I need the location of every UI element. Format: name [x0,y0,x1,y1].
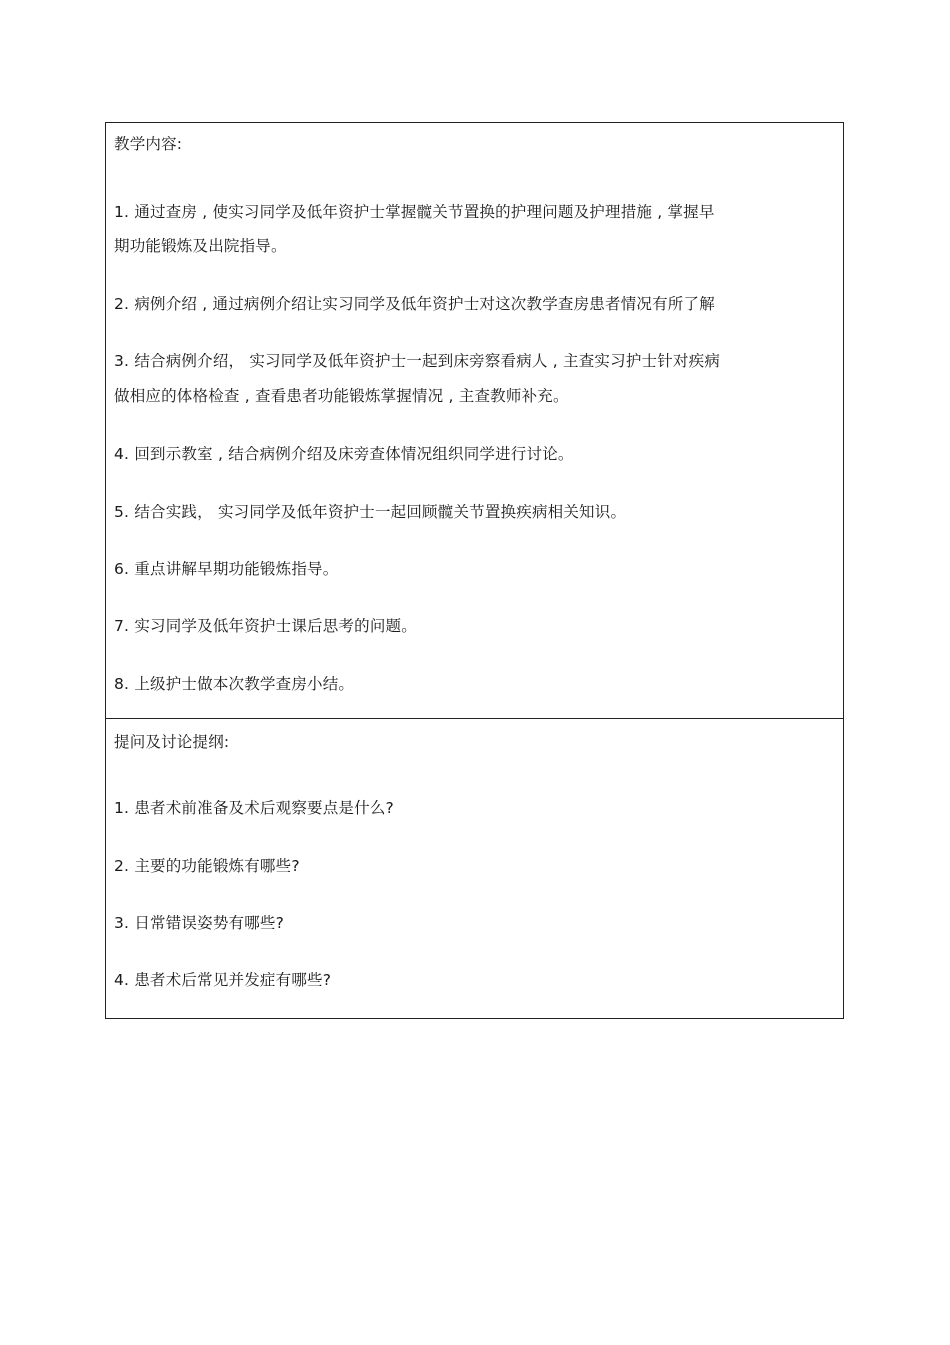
teaching-item-6: 6. 重点讲解早期功能锻炼指导。 [114,560,339,578]
question-item-3: 3. 日常错误姿势有哪些? [114,914,285,932]
discussion-outline-section [106,719,843,1018]
teaching-content-section [106,123,843,719]
question-item-1: 1. 患者术前准备及术后观察要点是什么? [114,799,394,817]
teaching-item-2: 2. 病例介绍 , 通过病例介绍让实习同学及低年资护士对这次教学查房患者情况有所了解 [114,295,715,313]
teaching-item-5: 5. 结合实践， 实习同学及低年资护士一起回顾髋关节置换疾病相关知识。 [114,503,627,521]
teaching-item-7: 7. 实习同学及低年资护士课后思考的问题。 [114,617,417,635]
teaching-rounds-table [105,122,844,1019]
discussion-outline-heading: 提问及讨论提纲: [114,733,230,751]
question-item-2: 2. 主要的功能锻炼有哪些? [114,857,300,875]
teaching-item-8: 8. 上级护士做本次教学查房小结。 [114,675,355,693]
teaching-content-heading: 教学内容: [114,135,183,153]
teaching-item-1a: 1. 通过查房 , 使实习同学及低年资护士掌握髋关节置换的护理问题及护理措施 , 掌握早 [114,203,715,221]
teaching-item-4: 4. 回到示教室 , 结合病例介绍及床旁查体情况组织同学进行讨论。 [114,445,574,463]
teaching-item-1b: 期功能锻炼及出院指导。 [114,237,287,255]
teaching-item-3a: 3. 结合病例介绍， 实习同学及低年资护士一起到床旁察看病人 , 主查实习护士针对疾病 [114,352,721,370]
teaching-item-3b: 做相应的体格检查 , 查看患者功能锻炼掌握情况 , 主查教师补充。 [114,387,569,405]
question-item-4: 4. 患者术后常见并发症有哪些? [114,971,332,989]
